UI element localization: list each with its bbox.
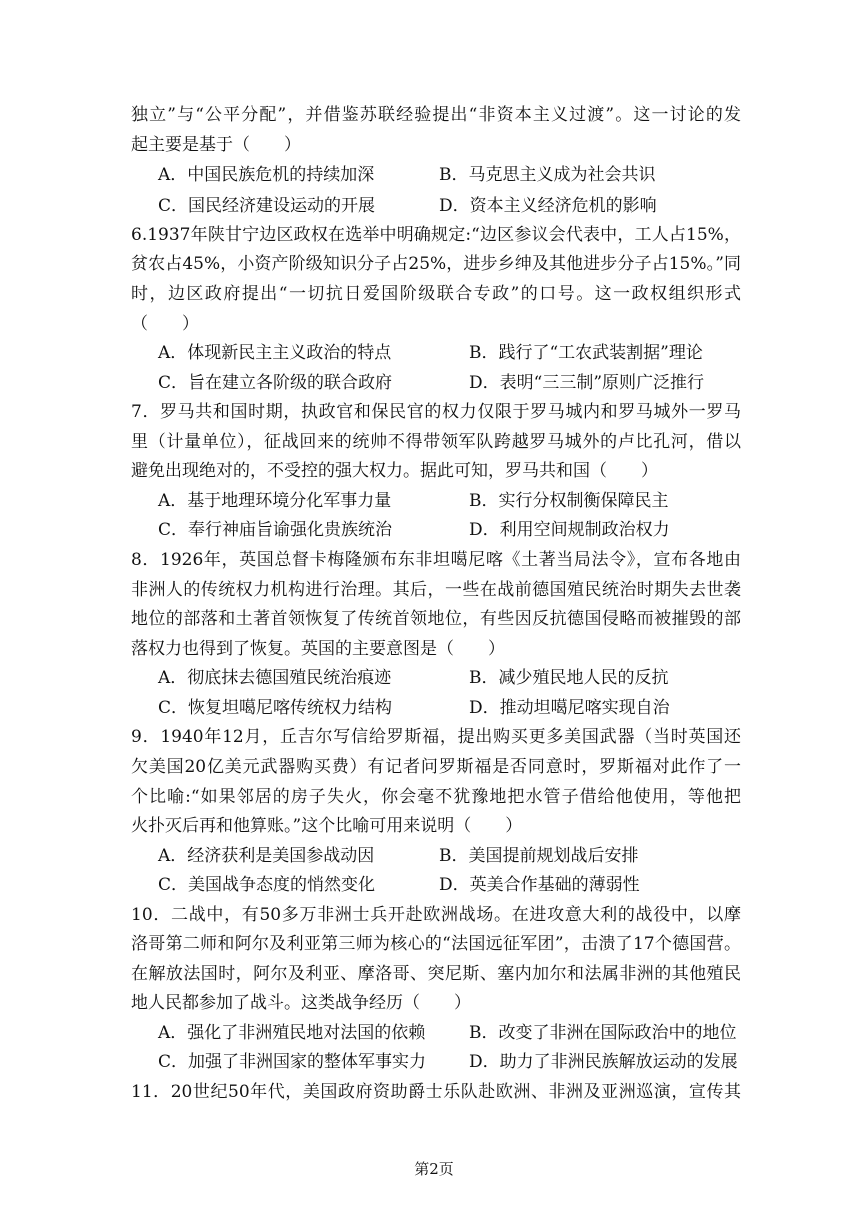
q9-line-3: 个比喻:“如果邻居的房子失火，你会毫不犹豫地把水管子借给他使用，等他把 [131, 787, 741, 807]
q7-option-b: B．实行分权制衡保障民主 [469, 491, 669, 511]
q9-option-a: A．经济获利是美国参战动因 [158, 846, 375, 866]
q10-option-a: A．强化了非洲殖民地对法国的依赖 [158, 1023, 426, 1043]
q8-line-2: 非洲人的传统权力机构进行治理。其后，一些在战前德国殖民统治时期失去世袭 [131, 580, 741, 600]
q10-option-b: B．改变了非洲在国际政治中的地位 [469, 1023, 737, 1043]
q5-line-2: 起主要是基于（ ） [131, 135, 301, 155]
q9-option-b: B．美国提前规划战后安排 [439, 846, 639, 866]
q5-option-b: B．马克思主义成为社会共识 [439, 165, 656, 185]
q6-option-a: A．体现新民主主义政治的特点 [158, 343, 392, 363]
q6-line-2: 贫农占45%，小资产阶级知识分子占25%，进步乡绅及其他进步分子占15%。”同 [131, 254, 741, 274]
q6-option-b: B．践行了“工农武装割据”理论 [469, 343, 703, 363]
q5-option-d: D．资本主义经济危机的影响 [439, 196, 657, 216]
q7-option-d: D．利用空间规制政治权力 [469, 520, 670, 540]
q10-line-2: 洛哥第二师和阿尔及利亚第三师为核心的“法国远征军团”，击溃了17个德国营。 [131, 934, 741, 954]
q9-line-1: 9．1940年12月，丘吉尔写信给罗斯福，提出购买更多美国武器（当时英国还 [131, 727, 741, 747]
q10-option-d: D．助力了非洲民族解放运动的发展 [469, 1052, 738, 1072]
q10-line-3: 在解放法国时，阿尔及利亚、摩洛哥、突尼斯、塞内加尔和法属非洲的其他殖民 [131, 964, 741, 984]
q8-line-4: 落权力也得到了恢复。英国的主要意图是（ ） [131, 639, 505, 659]
q9-line-4: 火扑灭后再和他算账。”这个比喻可用来说明（ ） [131, 816, 523, 836]
q11-line-1: 11．20世纪50年代，美国政府资助爵士乐队赴欧洲、非洲及亚洲巡演，宣传其 [131, 1082, 741, 1102]
q6-option-c: C．旨在建立各阶级的联合政府 [158, 373, 393, 393]
q5-option-c: C．国民经济建设运动的开展 [158, 196, 376, 216]
q9-line-2: 欠美国20亿美元武器购买费）有记者问罗斯福是否同意时，罗斯福对此作了一 [131, 757, 741, 777]
q5-option-a: A．中国民族危机的持续加深 [158, 165, 375, 185]
q8-option-b: B．减少殖民地人民的反抗 [469, 668, 669, 688]
q10-line-1: 10．二战中，有50多万非洲士兵开赴欧洲战场。在进攻意大利的战役中，以摩 [131, 905, 741, 925]
q7-option-a: A．基于地理环境分化军事力量 [158, 491, 392, 511]
q10-option-c: C．加强了非洲国家的整体军事实力 [158, 1052, 427, 1072]
q9-option-c: C．美国战争态度的悄然变化 [158, 875, 376, 895]
q8-option-d: D．推动坦噶尼喀实现自治 [469, 698, 670, 718]
q8-line-1: 8．1926年，英国总督卡梅隆颁布东非坦噶尼喀《土著当局法令》，宣布各地由 [131, 550, 741, 570]
q6-line-3: 时，边区政府提出“一切抗日爱国阶级联合专政”的口号。这一政权组织形式 [131, 284, 741, 304]
page-number: 第2页 [414, 1160, 454, 1178]
q8-line-3: 地位的部落和土著首领恢复了传统首领地位，有些因反抗德国侵略而被摧毁的部 [131, 609, 741, 629]
q8-option-c: C．恢复坦噶尼喀传统权力结构 [158, 698, 393, 718]
q7-line-1: 7．罗马共和国时期，执政官和保民官的权力仅限于罗马城内和罗马城外一罗马 [131, 402, 741, 422]
q6-option-d: D．表明“三三制”原则广泛推行 [469, 373, 705, 393]
q9-option-d: D．英美合作基础的薄弱性 [439, 875, 640, 895]
q7-line-3: 避免出现绝对的，不受控的强大权力。据此可知，罗马共和国（ ） [131, 461, 658, 481]
q7-line-2: 里（计量单位），征战回来的统帅不得带领军队跨越罗马城外的卢比孔河，借以 [131, 432, 741, 452]
q5-line-1: 独立”与“公平分配”，并借鉴苏联经验提出“非资本主义过渡”。这一讨论的发 [131, 105, 741, 125]
q7-option-c: C．奉行神庙旨谕强化贵族统治 [158, 520, 393, 540]
q8-option-a: A．彻底抹去德国殖民统治痕迹 [158, 668, 392, 688]
q6-line-4: （ ） [131, 314, 199, 334]
q10-line-4: 地人民都参加了战斗。这类战争经历（ ） [131, 993, 471, 1013]
q6-line-1: 6.1937年陕甘宁边区政权在选举中明确规定:“边区参议会代表中，工人占15%， [131, 225, 741, 245]
